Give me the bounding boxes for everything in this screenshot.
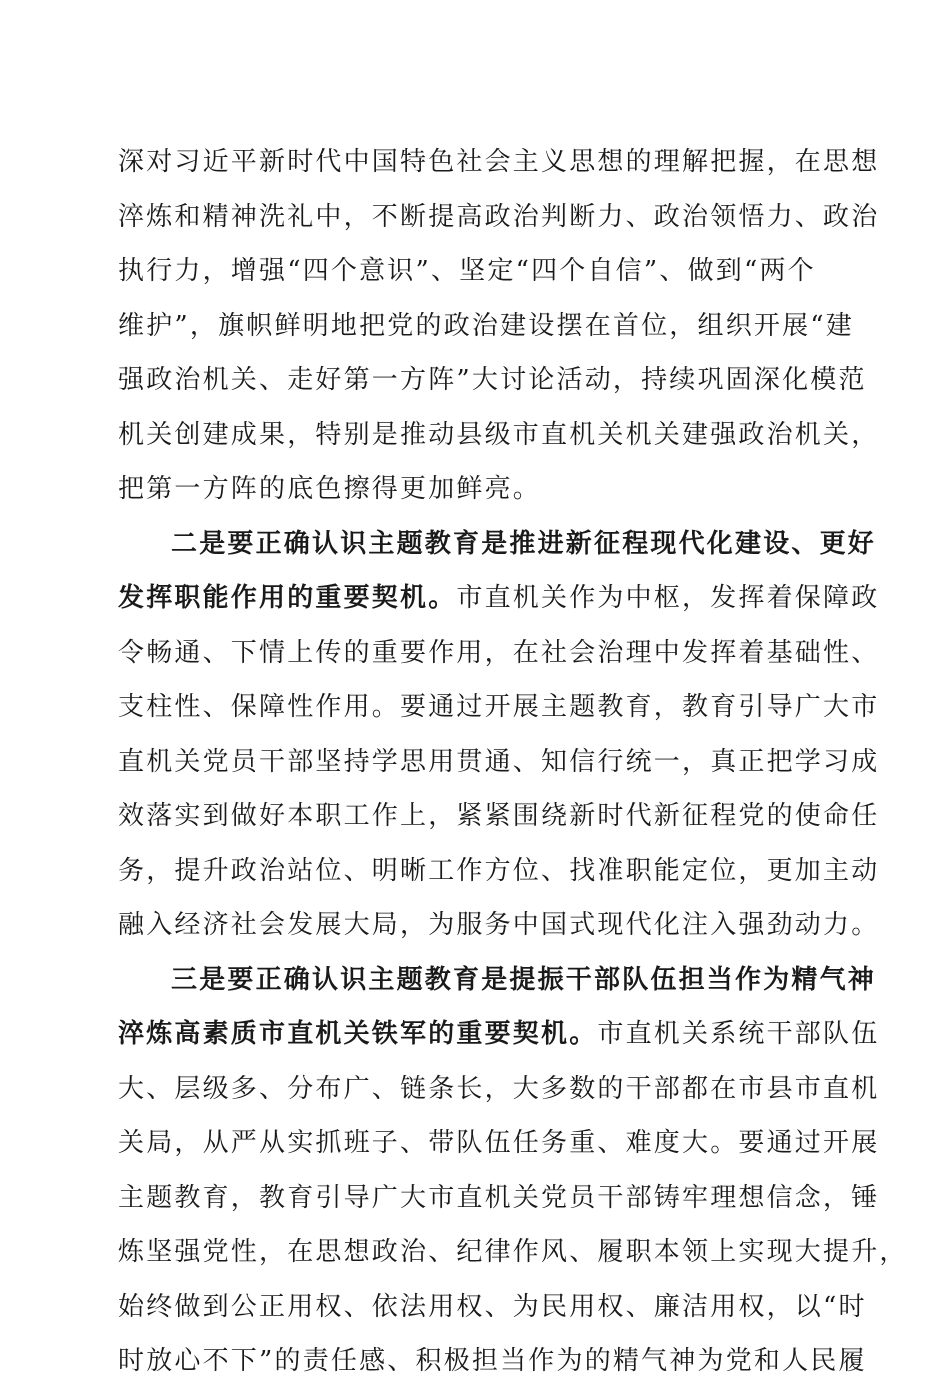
text-line — [118, 517, 877, 572]
text-line — [118, 789, 880, 844]
paragraph-2 — [118, 517, 880, 953]
text-line — [118, 898, 880, 953]
line-text: 令畅通、下情上传的重要作用，在社会治理中发挥着基础性、 — [118, 637, 880, 668]
bold-heading-text: 发挥职能作用的重要契机。 — [118, 583, 457, 613]
text-line — [118, 1062, 880, 1117]
line-text: 市直机关作为中枢，发挥着保障政 — [456, 583, 880, 613]
line-text: 强政治机关、走好第一方阵”大讨论活动，持续巩固深化模范 — [118, 365, 867, 395]
line-text: 维护”，旗帜鲜明地把党的政治建设摆在首位，组织开展“建 — [118, 310, 854, 341]
text-line — [118, 680, 880, 735]
bold-heading-text: 三是要正确认识主题教育是提振干部队伍担当作为精气神 — [171, 964, 877, 995]
text-line — [118, 1334, 867, 1389]
line-text: 大、层级多、分布广、链条长，大多数的干部都在市县市直机 — [118, 1073, 880, 1104]
line-text: 执行力，增强“四个意识”、坚定“四个自信”、做到“两个 — [118, 256, 816, 286]
paragraph-1 — [118, 135, 880, 517]
line-text: 直机关党员干部坚持学思用贯通、知信行统一，真正把学习成 — [118, 746, 880, 777]
bold-heading-text: 淬炼高素质市直机关铁军的重要契机。 — [118, 1019, 598, 1049]
line-text: 支柱性、保障性作用。要通过开展主题教育，教育引导广大市 — [118, 692, 880, 722]
text-line — [118, 1225, 908, 1280]
text-line — [118, 1280, 867, 1335]
text-line — [118, 299, 854, 354]
text-line — [118, 353, 867, 408]
line-text: 时放心不下”的责任感、积极担当作为的精气神为党和人民履 — [118, 1346, 867, 1376]
text-line — [118, 571, 880, 626]
text-line — [118, 244, 838, 299]
line-text: 效落实到做好本职工作上，紧紧围绕新时代新征程党的使命任 — [118, 801, 880, 831]
line-text: 务，提升政治站位、明晰工作方位、找准职能定位，更加主动 — [118, 855, 880, 886]
line-text: 淬炼和精神洗礼中，不断提高政治判断力、政治领悟力、政治 — [118, 201, 880, 232]
line-text: 机关创建成果，特别是推动县级市直机关机关建强政治机关， — [118, 419, 880, 450]
text-line — [118, 626, 880, 681]
text-line — [118, 1171, 880, 1226]
text-line — [118, 190, 880, 245]
line-text: 市直机关系统干部队伍 — [597, 1019, 880, 1049]
line-text: 融入经济社会发展大局，为服务中国式现代化注入强劲动力。 — [118, 910, 880, 940]
line-text: 深对习近平新时代中国特色社会主义思想的理解把握，在思想 — [118, 147, 880, 177]
paragraph-3 — [118, 953, 908, 1389]
text-line — [118, 953, 877, 1008]
text-line — [118, 1007, 880, 1062]
line-text: 炼坚强党性，在思想政治、纪律作风、履职本领上实现大提升， — [118, 1237, 908, 1267]
document-body — [118, 135, 908, 1389]
line-text: 关局，从严从实抓班子、带队伍任务重、难度大。要通过开展 — [118, 1128, 880, 1158]
text-line — [118, 735, 880, 790]
bold-heading-text: 二是要正确认识主题教育是推进新征程现代化建设、更好 — [171, 528, 877, 559]
line-text: 把第一方阵的底色擦得更加鲜亮。 — [118, 474, 542, 504]
text-line — [118, 408, 880, 463]
text-line — [118, 844, 880, 899]
text-line — [118, 1116, 880, 1171]
line-text: 始终做到公正用权、依法用权、为民用权、廉洁用权，以“时 — [118, 1291, 867, 1322]
line-text: 主题教育，教育引导广大市直机关党员干部铸牢理想信念，锤 — [118, 1182, 880, 1213]
text-line — [118, 462, 838, 517]
text-line — [118, 135, 880, 190]
